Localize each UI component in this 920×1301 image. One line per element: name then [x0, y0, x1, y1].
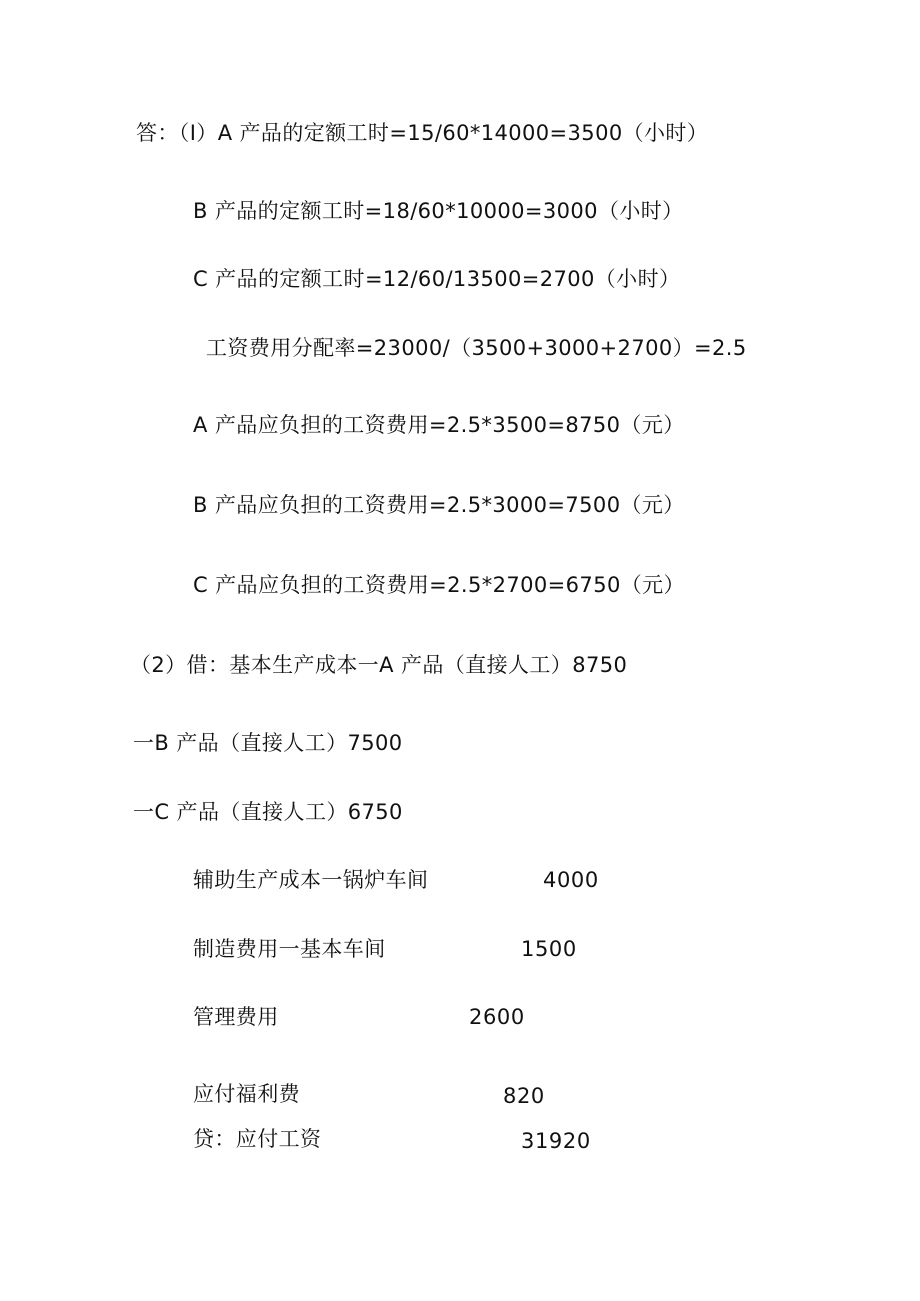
- entry-row-amount: 1500: [521, 937, 577, 961]
- entry-row-label: 辅助生产成本一锅炉车间: [193, 868, 429, 892]
- debit-line-c: 一C 产品（直接人工）6750: [133, 800, 403, 824]
- entry-row-label: 应付福利费: [193, 1082, 300, 1106]
- entry-row-label: 管理费用: [193, 1005, 279, 1029]
- answer-line-6: B 产品应负担的工资费用=2.5*3000=7500（元）: [193, 493, 685, 517]
- entry-row-amount: 2600: [469, 1005, 525, 1029]
- entry-row-amount: 4000: [543, 868, 599, 892]
- answer-line-3: C 产品的定额工时=12/60/13500=2700（小时）: [193, 267, 681, 291]
- answer-line-1: 答：（I）A 产品的定额工时=15/60*14000=3500（小时）: [136, 121, 709, 145]
- answer-line-2: B 产品的定额工时=18/60*10000=3000（小时）: [193, 199, 684, 223]
- entry-row-amount: 820: [503, 1084, 545, 1108]
- debit-heading: （2）借：基本生产成本一A 产品（直接人工）8750: [130, 653, 628, 677]
- answer-line-5: A 产品应负担的工资费用=2.5*3500=8750（元）: [193, 413, 685, 437]
- credit-amount: 31920: [521, 1129, 591, 1153]
- entry-row-label: 制造费用一基本车间: [193, 937, 386, 961]
- debit-line-b: 一B 产品（直接人工）7500: [133, 731, 403, 755]
- credit-label: 贷：应付工资: [193, 1127, 322, 1151]
- answer-line-7: C 产品应负担的工资费用=2.5*2700=6750（元）: [193, 573, 685, 597]
- answer-line-4: 工资费用分配率=23000/（3500+3000+2700）=2.5: [206, 336, 747, 360]
